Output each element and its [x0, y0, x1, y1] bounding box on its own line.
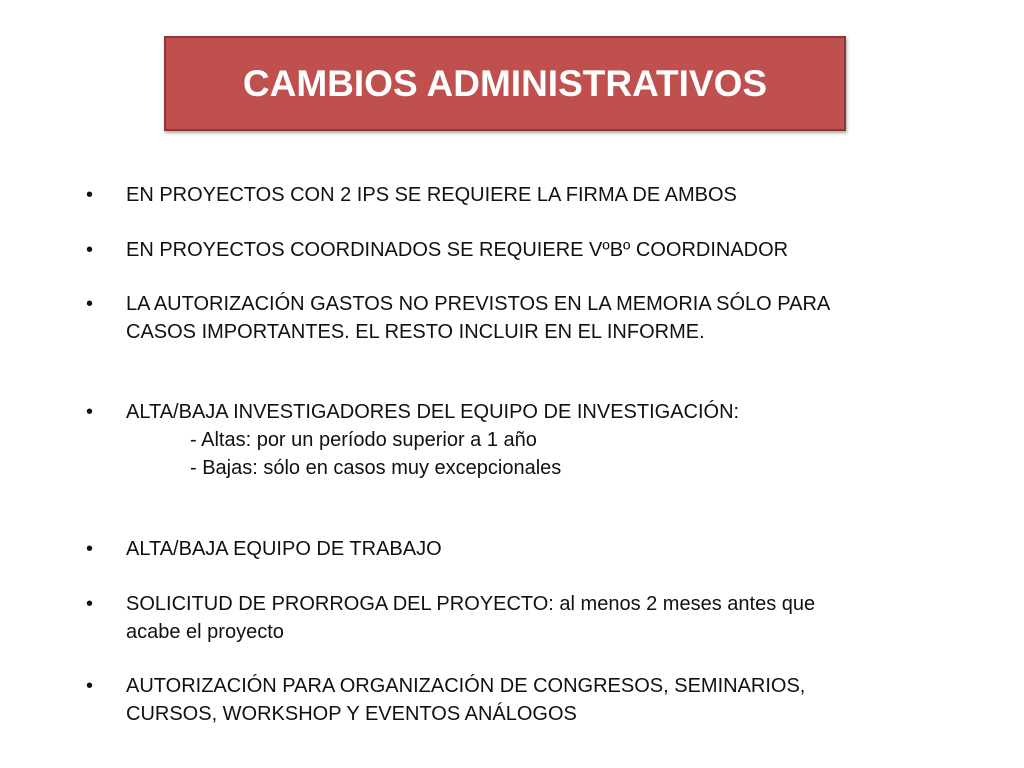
- bullet-line: ALTA/BAJA EQUIPO DE TRABAJO: [126, 538, 442, 560]
- bullet-line: EN PROYECTOS CON 2 IPS SE REQUIERE LA FIRMA DE AMBOS: [126, 184, 737, 206]
- title-box: [164, 36, 846, 131]
- bullet-line: EN PROYECTOS COORDINADOS SE REQUIERE VºBº COORDINADOR: [126, 239, 789, 261]
- bullet-subline: - Bajas: sólo en casos muy excepcionales: [190, 457, 562, 479]
- bullet-text: [126, 535, 442, 563]
- bullet-line: CURSOS, WORKSHOP Y EVENTOS ANÁLOGOS: [126, 703, 577, 725]
- bullet-dot: •: [86, 401, 94, 423]
- bullet-line: AUTORIZACIÓN PARA ORGANIZACIÓN DE CONGRESOS, SEMINARIOS,: [126, 675, 806, 697]
- bullet-line: SOLICITUD DE PRORROGA DEL PROYECTO: al menos 2 meses antes que: [126, 593, 816, 615]
- bullet-line: LA AUTORIZACIÓN GASTOS NO PREVISTOS EN LA MEMORIA SÓLO PARA: [126, 293, 831, 315]
- bullet-text: [126, 290, 830, 346]
- bullet-dot: •: [86, 184, 94, 206]
- bullet-dot: •: [86, 239, 94, 261]
- bullet-dot: •: [86, 538, 94, 560]
- bullet-text: [126, 236, 788, 264]
- slide-title: CAMBIOS ADMINISTRATIVOS: [242, 62, 768, 104]
- bullet-line: CASOS IMPORTANTES. EL RESTO INCLUIR EN EL INFORME.: [126, 321, 705, 343]
- bullet-subline: - Altas: por un período superior a 1 año: [190, 429, 537, 451]
- bullet-text: [126, 672, 805, 728]
- bullet-dot: •: [86, 593, 94, 615]
- bullet-dot: •: [86, 675, 94, 697]
- bullet-line: ALTA/BAJA INVESTIGADORES DEL EQUIPO DE INVESTIGACIÓN:: [126, 401, 740, 423]
- bullet-line: acabe el proyecto: [126, 621, 284, 643]
- bullet-text: [126, 398, 739, 482]
- bullet-text: [126, 181, 737, 209]
- bullet-dot: •: [86, 293, 94, 315]
- bullet-text: [126, 590, 815, 646]
